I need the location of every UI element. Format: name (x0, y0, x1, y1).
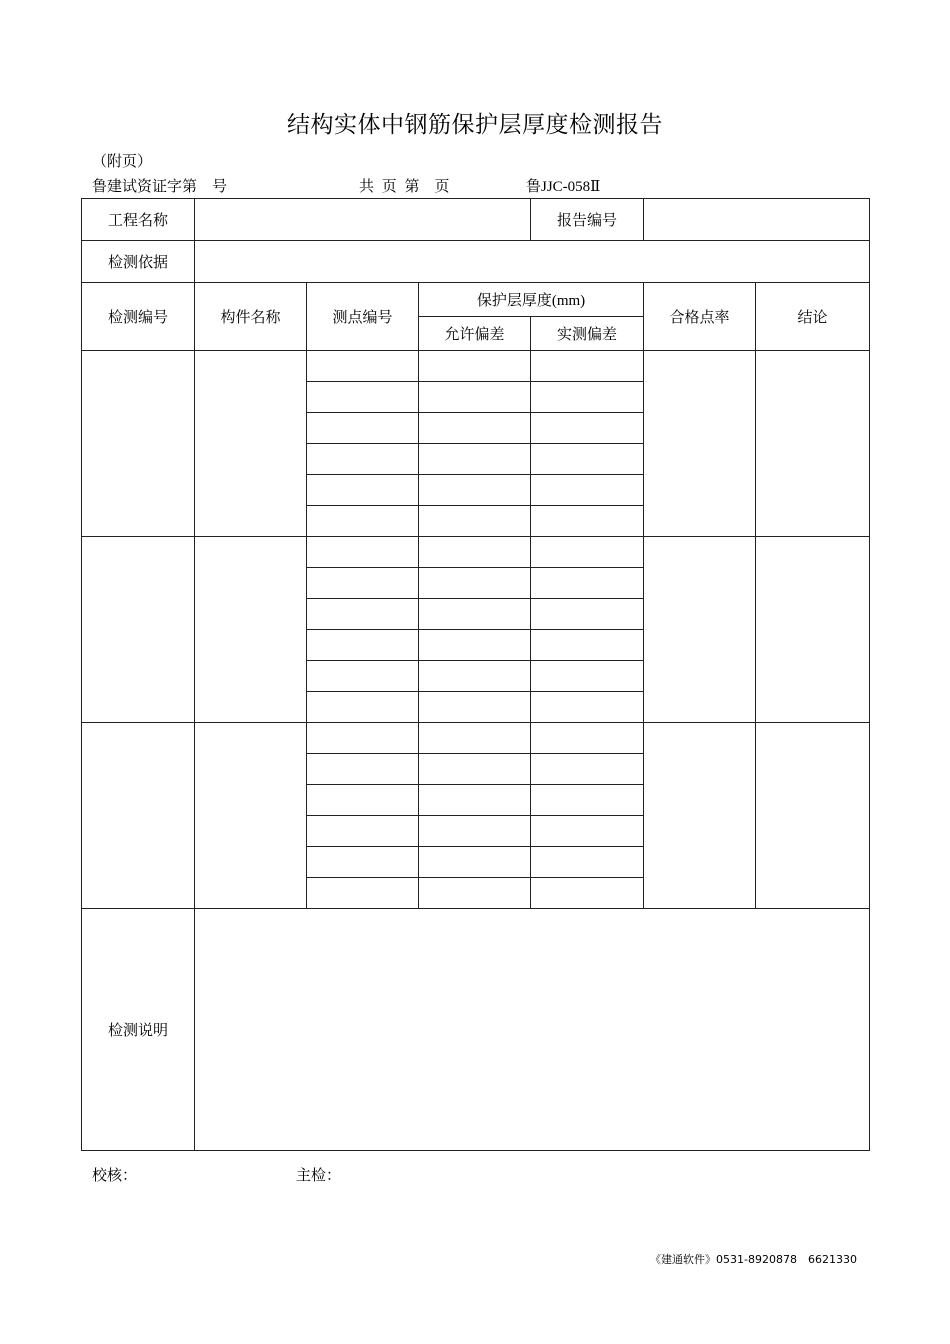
point-number-cell[interactable] (307, 351, 419, 382)
point-number-cell[interactable] (307, 568, 419, 599)
point-number-cell[interactable] (307, 692, 419, 723)
component-name-cell[interactable] (195, 537, 307, 723)
point-number-cell[interactable] (307, 382, 419, 413)
allowed-deviation-cell[interactable] (419, 816, 531, 847)
test-number-cell[interactable] (82, 537, 195, 723)
measured-deviation-cell[interactable] (531, 630, 644, 661)
measured-deviation-cell[interactable] (531, 847, 644, 878)
conclusion-cell[interactable] (756, 537, 870, 723)
measured-deviation-cell[interactable] (531, 568, 644, 599)
conclusion-cell[interactable] (756, 723, 870, 909)
test-description-value[interactable] (195, 909, 870, 1151)
point-number-cell[interactable] (307, 754, 419, 785)
measured-deviation-cell[interactable] (531, 444, 644, 475)
component-name-cell[interactable] (195, 351, 307, 537)
measured-deviation-cell[interactable] (531, 754, 644, 785)
table-row (82, 351, 870, 382)
point-number-cell[interactable] (307, 816, 419, 847)
col-measured-deviation: 实测偏差 (531, 317, 644, 351)
allowed-deviation-cell[interactable] (419, 599, 531, 630)
allowed-deviation-cell[interactable] (419, 878, 531, 909)
measured-deviation-cell[interactable] (531, 785, 644, 816)
report-number-label: 报告编号 (531, 199, 644, 241)
allowed-deviation-cell[interactable] (419, 723, 531, 754)
measured-deviation-cell[interactable] (531, 692, 644, 723)
point-number-cell[interactable] (307, 599, 419, 630)
allowed-deviation-cell[interactable] (419, 754, 531, 785)
measured-deviation-cell[interactable] (531, 816, 644, 847)
measured-deviation-cell[interactable] (531, 382, 644, 413)
table-row (82, 537, 870, 568)
point-number-cell[interactable] (307, 444, 419, 475)
component-name-cell[interactable] (195, 723, 307, 909)
allowed-deviation-cell[interactable] (419, 413, 531, 444)
test-basis-label: 检测依据 (82, 241, 195, 283)
measured-deviation-cell[interactable] (531, 878, 644, 909)
measured-deviation-cell[interactable] (531, 475, 644, 506)
attachment-note: （附页） (92, 154, 153, 170)
col-conclusion: 结论 (756, 283, 870, 351)
measured-deviation-cell[interactable] (531, 506, 644, 537)
allowed-deviation-cell[interactable] (419, 847, 531, 878)
report-table (81, 198, 870, 1151)
measured-deviation-cell[interactable] (531, 661, 644, 692)
point-number-cell[interactable] (307, 723, 419, 754)
point-number-cell[interactable] (307, 847, 419, 878)
allowed-deviation-cell[interactable] (419, 692, 531, 723)
test-number-cell[interactable] (82, 351, 195, 537)
allowed-deviation-cell[interactable] (419, 444, 531, 475)
pass-rate-cell[interactable] (644, 351, 756, 537)
measured-deviation-cell[interactable] (531, 599, 644, 630)
allowed-deviation-cell[interactable] (419, 785, 531, 816)
allowed-deviation-cell[interactable] (419, 630, 531, 661)
inspector-label: 主检： (296, 1168, 342, 1184)
report-number-value[interactable] (644, 199, 870, 241)
page-info: 共 页 第 页 (359, 179, 450, 195)
form-code: 鲁JJC-058Ⅱ (526, 179, 601, 195)
pass-rate-cell[interactable] (644, 537, 756, 723)
col-pass-rate: 合格点率 (644, 283, 756, 351)
project-name-label: 工程名称 (82, 199, 195, 241)
col-cover-thickness: 保护层厚度(mm) (419, 283, 644, 317)
conclusion-cell[interactable] (756, 351, 870, 537)
review-label: 校核： (92, 1168, 138, 1184)
allowed-deviation-cell[interactable] (419, 661, 531, 692)
col-test-number: 检测编号 (82, 283, 195, 351)
software-credit: 《建通软件》0531-8920878 6621330 (650, 1253, 857, 1266)
allowed-deviation-cell[interactable] (419, 351, 531, 382)
test-description-label: 检测说明 (82, 909, 195, 1151)
test-basis-value[interactable] (195, 241, 870, 283)
certificate-number: 鲁建试资证字第 号 (92, 179, 228, 195)
allowed-deviation-cell[interactable] (419, 568, 531, 599)
measured-deviation-cell[interactable] (531, 723, 644, 754)
col-point-number: 测点编号 (307, 283, 419, 351)
point-number-cell[interactable] (307, 661, 419, 692)
measured-deviation-cell[interactable] (531, 351, 644, 382)
allowed-deviation-cell[interactable] (419, 506, 531, 537)
point-number-cell[interactable] (307, 630, 419, 661)
col-allowed-deviation: 允许偏差 (419, 317, 531, 351)
point-number-cell[interactable] (307, 475, 419, 506)
allowed-deviation-cell[interactable] (419, 382, 531, 413)
allowed-deviation-cell[interactable] (419, 475, 531, 506)
project-name-value[interactable] (195, 199, 531, 241)
point-number-cell[interactable] (307, 506, 419, 537)
measured-deviation-cell[interactable] (531, 537, 644, 568)
col-component-name: 构件名称 (195, 283, 307, 351)
test-number-cell[interactable] (82, 723, 195, 909)
pass-rate-cell[interactable] (644, 723, 756, 909)
point-number-cell[interactable] (307, 878, 419, 909)
table-row (82, 723, 870, 754)
allowed-deviation-cell[interactable] (419, 537, 531, 568)
point-number-cell[interactable] (307, 537, 419, 568)
report-title: 结构实体中钢筋保护层厚度检测报告 (287, 112, 663, 138)
measured-deviation-cell[interactable] (531, 413, 644, 444)
point-number-cell[interactable] (307, 413, 419, 444)
point-number-cell[interactable] (307, 785, 419, 816)
